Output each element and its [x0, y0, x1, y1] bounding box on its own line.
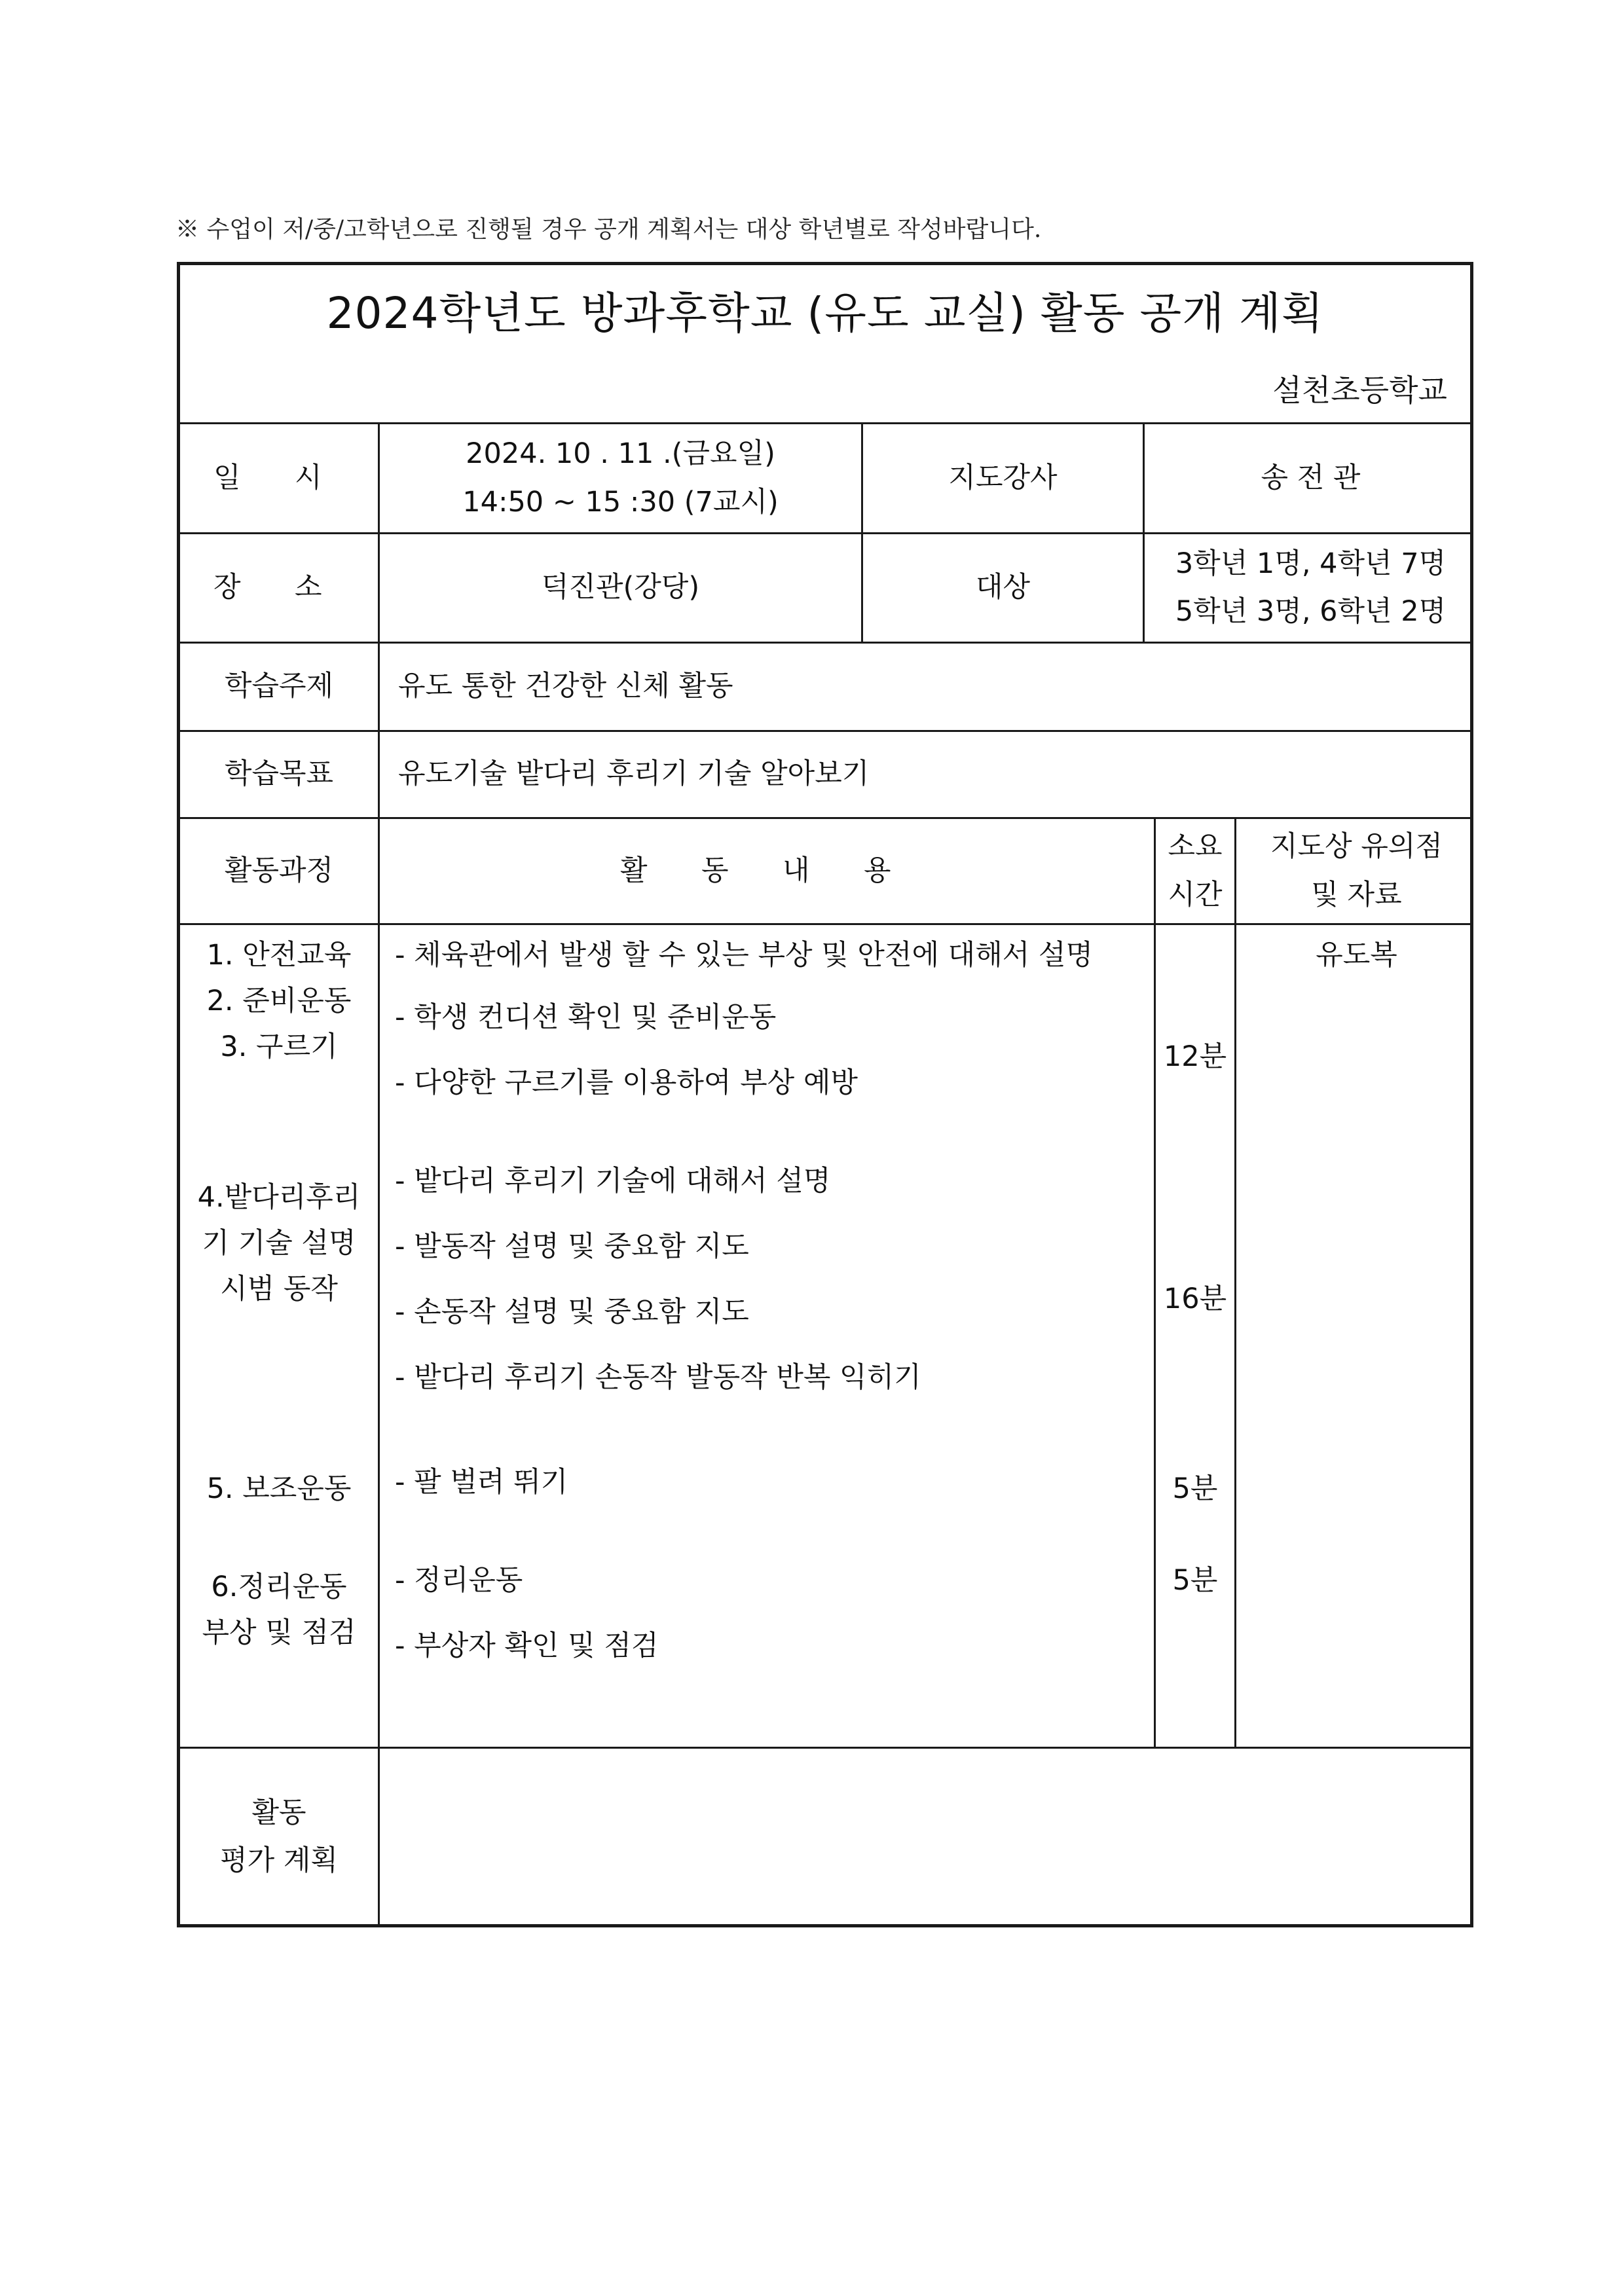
process-step: 3. 구르기 [220, 1030, 338, 1063]
process-step: 6.정리운동 [211, 1571, 347, 1603]
instructor-name: 송 전 관 [1261, 461, 1361, 494]
notes-header: 지도상 유의점 및 자료 [1270, 830, 1443, 911]
evaluation-label: 활동 평가 계획 [220, 1796, 338, 1877]
content-item: - 다양한 구르기를 이용하여 부상 예방 [395, 1066, 858, 1099]
content-item: - 발동작 설명 및 중요함 지도 [395, 1230, 749, 1263]
theme-value: 유도 통한 건강한 신체 활동 [398, 670, 733, 703]
content-item: - 밭다리 후리기 기술에 대해서 설명 [395, 1165, 831, 1197]
goal-value: 유도기술 밭다리 후리기 기술 알아보기 [398, 757, 870, 791]
content-header: 활 동 내 용 [620, 854, 913, 887]
process-step: 시범 동작 [220, 1273, 338, 1305]
goal-label: 학습목표 [224, 757, 334, 791]
content-item: - 부상자 확인 및 점검 [395, 1630, 659, 1662]
place-value: 덕진관(강당) [541, 571, 700, 604]
process-step: 1. 안전교육 [206, 939, 352, 972]
target-label: 대상 [975, 571, 1031, 604]
content-item: - 밭다리 후리기 손동작 발동작 반복 익히기 [395, 1361, 921, 1394]
process-step: 4.밭다리후리 [197, 1181, 361, 1214]
process-step: 기 기술 설명 [202, 1227, 356, 1260]
school-name: 설천초등학교 [1272, 373, 1447, 408]
content-item: - 정리운동 [395, 1564, 523, 1597]
process-step: 부상 및 점검 [202, 1616, 356, 1649]
process-step: 5. 보조운동 [206, 1472, 352, 1505]
document-title: 2024학년도 방과후학교 (유도 교실) 활동 공개 계획 [326, 288, 1324, 338]
content-item: - 팔 벌려 뛰기 [395, 1466, 568, 1499]
theme-label: 학습주제 [224, 670, 334, 703]
time-value: 5분 [1172, 1472, 1218, 1505]
plan-form [177, 262, 1473, 1927]
process-header: 활동과정 [224, 854, 334, 887]
place-label: 장 소 [213, 571, 344, 604]
instructor-label: 지도강사 [948, 461, 1058, 494]
instruction-note: ※ 수업이 저/중/고학년으로 진행될 경우 공개 계획서는 대상 학년별로 작성바랍니다. [175, 216, 1042, 243]
content-item: - 손동작 설명 및 중요함 지도 [395, 1296, 749, 1328]
evaluation-field [380, 1749, 1477, 1925]
time-value: 5분 [1172, 1564, 1218, 1597]
time-header: 소요 시간 [1168, 830, 1223, 911]
content-item: - 학생 컨디션 확인 및 준비운동 [395, 1001, 777, 1034]
content-item: - 체육관에서 발생 할 수 있는 부상 및 안전에 대해서 설명 [395, 939, 1094, 972]
time-value: 12분 [1163, 1040, 1227, 1073]
rule [180, 923, 1470, 925]
target-value: 3학년 1명, 4학년 7명 5학년 3명, 6학년 2명 [1175, 547, 1447, 628]
date-value: 2024. 10 . 11 .(금요일) 14:50 ~ 15 :30 (7교시) [462, 437, 779, 519]
material-item: 유도복 [1316, 939, 1397, 972]
time-value: 16분 [1163, 1283, 1227, 1315]
process-step: 2. 준비운동 [206, 985, 352, 1017]
date-label: 일 시 [213, 461, 344, 494]
